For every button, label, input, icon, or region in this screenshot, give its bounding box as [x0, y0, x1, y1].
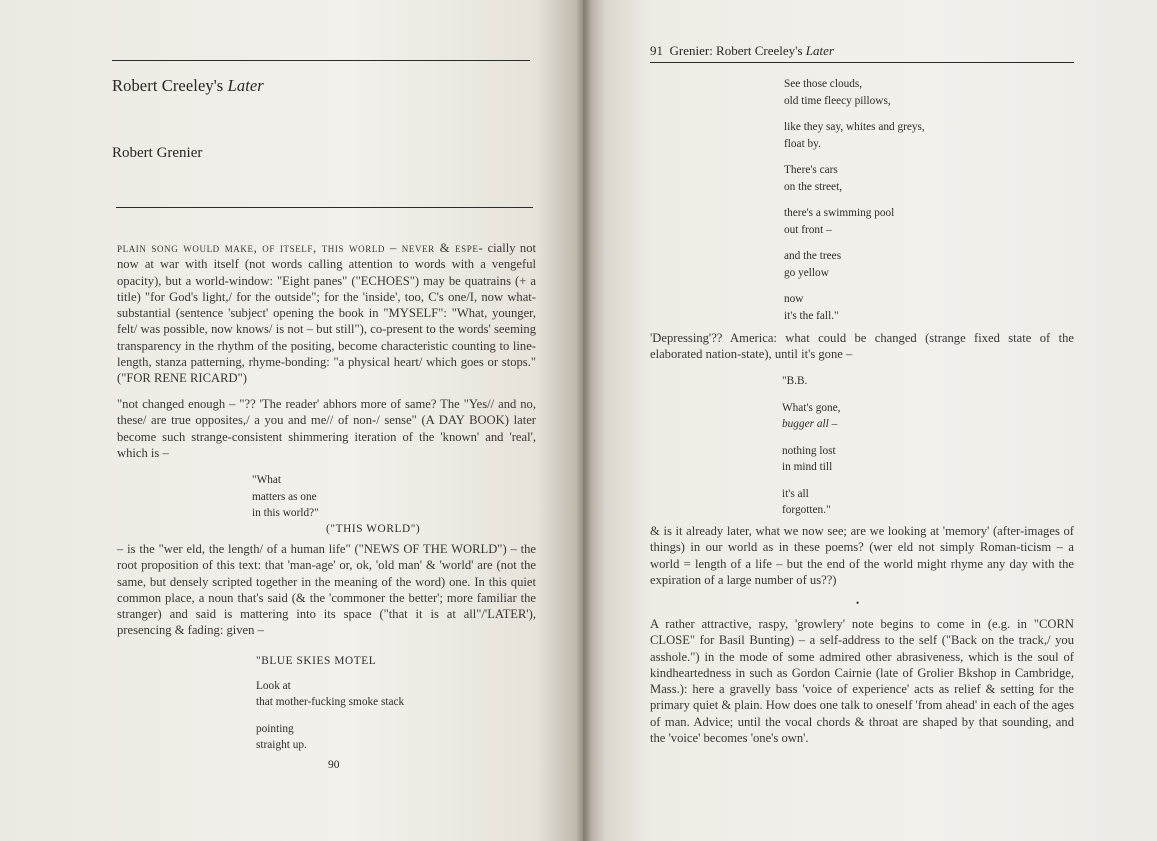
header-italic: Later	[805, 43, 834, 58]
poem-line: forgotten."	[782, 504, 831, 516]
paragraph-1	[117, 240, 536, 387]
poem-bb	[782, 373, 841, 519]
poem-stanza	[256, 678, 404, 711]
poem-stanza	[784, 291, 925, 324]
paragraph-2: "not changed enough – "?? 'The reader' abhors more of same? The "Yes// and no, these/ are true opposites,/ a you and me// of non-/ sense" (A DAY BOOK) later become such strange-consistent shimmering iteration of the 'known' and 'real', which is –	[117, 397, 536, 460]
poem-line: There's cars	[784, 164, 838, 176]
poem-stanza	[784, 119, 925, 152]
poem-line: on the street,	[784, 180, 843, 193]
poem-stanza	[784, 248, 925, 281]
paragraph-1-text: cially not now at war with itself (not words calling attention to words with a vengeful opacity), but a world-window: "Eight panes" ("ECHOES") may be quatrains (+ a title) "for God's light,/ for the outside"; for the 'inside', too, C's one/I, now what-substantial (sentence 'subject' opening the book in "MYSELF": "What, younger, felt/ was possible, now knows/ is not – but still"), co-present to the words' seeming transparency in the rhythm of the positing, become characteristic counting to line-length, stanza patterning, rhyme-bonding: "a physical heart/ which goes or stops." ("FOR RENE RICARD")	[117, 241, 536, 386]
poem-stanza	[784, 76, 925, 109]
poem-line: "What	[252, 474, 282, 486]
poem-line: nothing lost	[782, 444, 836, 457]
top-rule	[112, 60, 530, 61]
poem-line: float by.	[784, 137, 821, 150]
poem-stanza	[784, 162, 925, 195]
header-page-number: 91	[650, 43, 663, 58]
article-title	[112, 76, 264, 96]
poem-line: like they say, whites and greys,	[784, 121, 925, 133]
bottom-rule	[116, 207, 533, 208]
poem-line: straight up.	[256, 739, 307, 751]
poem-line: pointing	[256, 722, 294, 735]
poem-line: in mind till	[782, 461, 833, 473]
header-rule	[650, 62, 1074, 63]
poem-line: and the trees	[784, 250, 842, 262]
poem-clouds	[784, 76, 925, 324]
poem-line: now	[784, 293, 804, 305]
poem-line: What's gone,	[782, 401, 841, 414]
poem-line: bugger all –	[782, 418, 838, 430]
poem-line: Look at	[256, 679, 291, 692]
quote-this-world	[252, 472, 319, 522]
poem-stanza	[256, 721, 404, 754]
poem-stanza	[782, 486, 841, 519]
poem-stanza	[782, 373, 841, 390]
poem-line: it's all	[782, 487, 809, 500]
poem-line: go yellow	[784, 266, 829, 279]
poem-stanza	[782, 400, 841, 433]
poem-heading: "BLUE SKIES MOTEL	[256, 655, 377, 667]
title-text: Robert Creeley's	[112, 76, 228, 95]
book-gutter	[576, 0, 592, 841]
paragraph-growlery: A rather attractive, raspy, 'growlery' note begins to come in (e.g. in "CORN CLOSE" for Basil Bunting) – a self-address to the self ("Back on the track,/ you asshole.") in the mode of some admired other abrasiveness, which is the soul of kindheartedness in such as Gordon Cairnie (late of Grolier Bkshop in Cambridge, Mass.): here a gravelly bass 'voice of experience' acts as relief & setting for the primary quiet & plain. How does one talk to oneself 'from ahead' in each of the ages of man. Advice; until the vocal chords & throat are shaped by that sounding, and the 'voice' becomes 'one's own'.	[650, 617, 1074, 746]
paragraph-depressing: 'Depressing'?? America: what could be changed (strange fixed state of the elaborated nation-state), until it's gone –	[650, 331, 1074, 362]
quote-source: ("THIS WORLD")	[326, 523, 421, 535]
poem-line: it's the fall."	[784, 309, 839, 322]
paragraph-3: – is the "wer eld, the length/ of a human life" ("NEWS OF THE WORLD") – the root proposition of this text: that 'man-age' or, ok, 'old man' & 'world' are (not the same, but densely scripted together in the meaning of the word) one. In this quiet common place, a noun that's said (& the 'commoner the better'; more familiar the stranger) and said is mattering into its space ("that it is at all"/'LATER'), presencing & fading: given –	[117, 542, 536, 638]
title-italic: Later	[227, 76, 264, 95]
header-text: Grenier: Robert Creeley's	[669, 43, 806, 58]
running-header	[650, 43, 834, 59]
poem-line: there's a swimming pool	[784, 207, 895, 219]
poem-line: that mother-fucking smoke stack	[256, 696, 405, 708]
poem-line: old time fleecy pillows,	[784, 94, 891, 107]
quote-blue-skies-motel	[256, 653, 404, 754]
section-separator: •	[856, 598, 860, 608]
poem-line: matters as one	[252, 490, 317, 503]
paragraph-memory: & is it already later, what we now see; are we looking at 'memory' (after-images of things) in our world as in these poems? (wer eld not simply Roman-ticism – a world = length of a life – but the end of the world might rhyme any day with the expiration of a large number of us??)	[650, 524, 1074, 587]
poem-line: See those clouds,	[784, 78, 863, 90]
poem-line: in this world?"	[252, 507, 319, 519]
poem-stanza	[782, 443, 841, 476]
author-name: Robert Grenier	[112, 145, 203, 161]
poem-stanza	[784, 205, 925, 238]
page-number: 90	[328, 759, 340, 771]
small-caps-opening: plain song would make, of itself, this world – never & espe-	[117, 241, 484, 255]
poem-line: out front –	[784, 223, 832, 236]
poem-line: "B.B.	[782, 375, 808, 387]
right-page	[583, 0, 1157, 841]
